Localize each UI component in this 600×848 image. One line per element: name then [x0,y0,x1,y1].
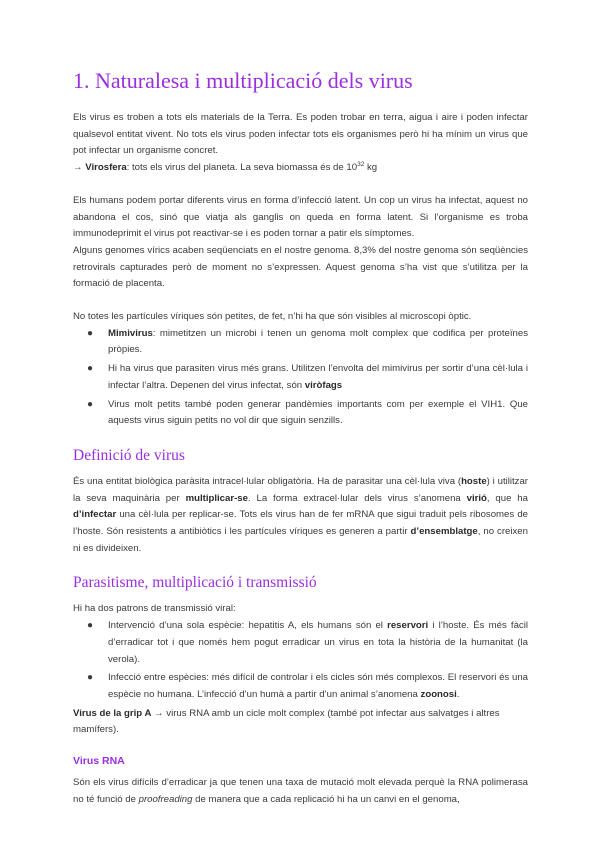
small-virus-text: Virus molt petits també poden generar pandèmies importants com per exemple el VIH1. Que aquests virus siguin petits no vol dir que siguin senzills. [108,398,528,427]
intro-paragraph-4: No totes les partícules víriques són petites, de fet, n’hi ha que són visibles al microscopi òptic. [73,311,472,323]
virio-term: virió [466,492,487,504]
rna-text: de manera que a cada replicació hi ha un canvi en el genoma, [192,793,460,805]
single-species-text: i l’hoste. És més fàcil d’erradicar tot i que només hem pogut erradicar un virus en tota la història de la humanitat (la verola). [108,620,528,665]
definicio-text: . La forma extracel·lular dels virus s’anomena [247,492,467,504]
definicio-text: ) i utilitzar la seva maquinària per [73,475,529,504]
parasitisme-intro: Hi ha dos patrons de transmissió viral: [73,603,236,615]
genome-text: Alguns genomes vírics acaben seqüenciats en el nostre genoma. 8,3% del nostre genoma són seqüències retrovirals capturades però de moment no s’expressen. Aquest genoma s’ha vist que s’utilitza per la formació de placenta. [73,244,528,290]
list-item [73,397,528,430]
section-heading-parasitisme: Parasitisme, multiplicació i transmissió [73,574,317,592]
grip-paragraph [73,706,528,739]
zoonosi-term: zoonosi [420,688,457,700]
definicio-text: , que ha [486,492,528,504]
virosfera-exponent: 32 [357,160,365,168]
intro-text-1: Els virus es troben a tots els materials de la Terra. Es poden trobar en terra, aigua i aire i poden infectar qualsevol entitat vivent. No tots els virus poden infectar tots els organismes però hi ha mínim un virus que pot infectar un organisme concret. [73,112,528,157]
rna-paragraph [73,775,528,808]
list-item [73,618,528,668]
virosfera-term: Virosfera [85,162,127,174]
list-item [73,326,528,359]
definicio-text: una cèl·lula per replicar-se. Tots els virus han de fer mRNA que sigui traduit pels ribosomes de l’hoste. Són resistents a antibiòtics i les partícules víriques es generen a partir [73,509,528,538]
virophage-text: Hi ha virus que parasiten virus més grans. Utilitzen l’envolta del mimivirus per sortir d’una cèl·lula i infectar l’altra. Depenen del virus infectat, són [108,363,528,391]
bullet-icon: ● [87,327,94,339]
grip-text: → virus RNA amb un cicle molt complex (també pot infectar aus salvatges i altres mamífers). [73,707,500,736]
bullet-icon: ● [87,620,94,632]
bullet-icon: ● [87,672,94,684]
mimivirus-text: : mimetitzen un microbi i tenen un genoma molt complex que codifica per proteïnes pròpies. [108,327,528,356]
hoste-term: hoste [461,475,487,487]
bullet-icon: ● [87,363,94,375]
ensemblatge-term: d’ensemblatge [410,526,478,538]
definicio-text: És una entitat biològica paràsita intracel·lular obligatòria. Ha de parasitar una cèl·lula viva ( [73,475,462,487]
list-item [73,670,528,703]
section-heading-definicio: Definició de virus [73,446,185,464]
reservori-term: reservori [387,620,429,632]
subsection-heading-rna: Virus RNA [73,755,125,768]
latent-infection-text: Els humans podem portar diferents virus en forma d’infecció latent. Un cop un virus ha infectat, aquest no abandona el cos, sinó que viatja als ganglis on queda en forma latent. Si l’organisme es troba immunodeprimit el virus pot reactivar-se i es poden tornar a patir els símptomes. [73,194,528,240]
infectar-term: d’infectar [73,509,117,521]
definicio-text: , no creixen ni es divideixen. [73,526,528,554]
definicio-paragraph [73,474,528,558]
proofreading-term: proofreading [138,793,193,805]
arrow-glyph: → [73,162,86,174]
mimivirus-term: Mimivirus [108,327,153,339]
page-title: 1. Naturalesa i multiplicació dels virus [73,68,413,93]
intro-paragraph-2 [73,193,528,293]
transmission-list [73,618,528,704]
grip-term: Virus de la grip A [73,707,152,719]
virosfera-text: : tots els virus del planeta. La seva biomassa és de 10 [126,162,358,174]
particles-list [73,326,528,430]
virosfera-unit: kg [364,162,378,174]
multiplicar-term: multiplicar-se [185,492,248,504]
cross-species-text: . [456,688,460,700]
document-content [73,68,528,809]
bullet-icon: ● [87,398,94,410]
virophage-term: viròfags [304,379,343,391]
single-species-text: Intervenció d’una sola espècie: hepatitis A, els humans són el [108,620,388,632]
rna-text: Són els virus difícils d’erradicar ja que tenen una taxa de mutació molt elevada perquè la RNA polimerasa no té funció de [73,777,528,805]
list-item [73,361,528,394]
cross-species-text: Infecció entre espècies: més difícil de controlar i els cicles són més complexos. El reservori és una espècie no humana. L’infecció d’un humà a partir d’un animal s’anomena [108,672,528,700]
intro-paragraph-1 [73,110,528,177]
